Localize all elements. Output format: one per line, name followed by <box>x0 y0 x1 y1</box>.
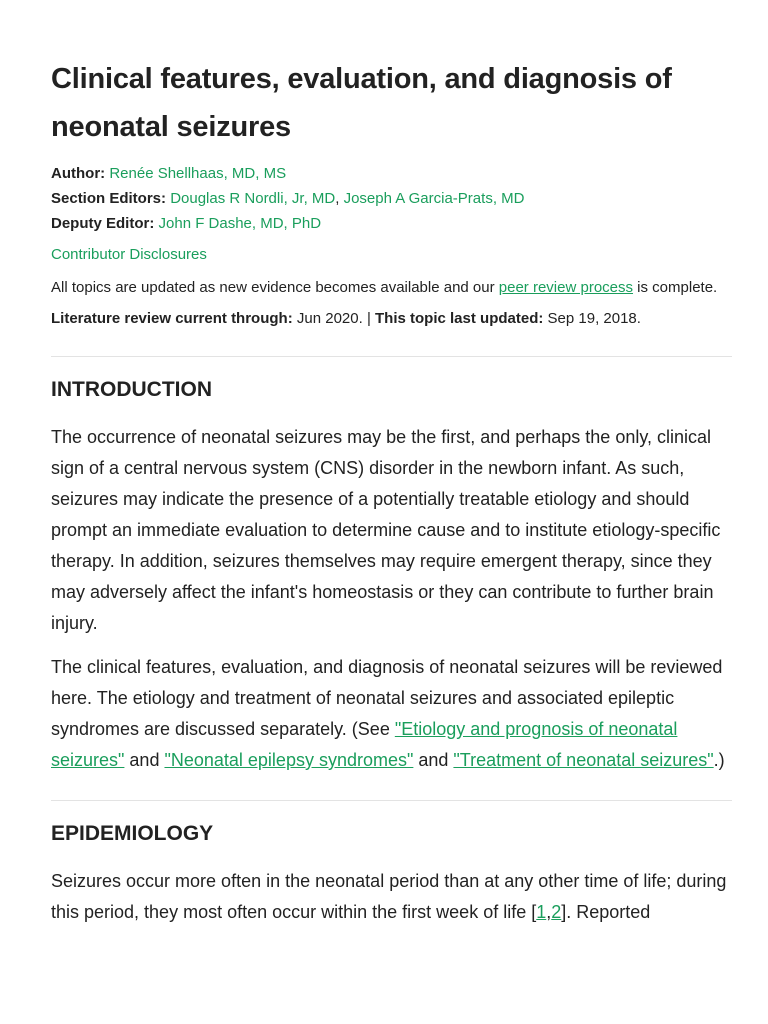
update-note-tail: is complete. <box>633 279 718 296</box>
introduction-paragraph-2 <box>51 652 732 776</box>
section-editor-link-2[interactable]: Joseph A Garcia-Prats, MD <box>343 190 525 207</box>
review-dates <box>51 308 732 330</box>
review-separator: | <box>362 310 376 327</box>
editor-separator: , <box>335 190 344 207</box>
author-line <box>51 161 732 186</box>
section-editors-label: Section Editors: <box>51 190 167 207</box>
last-updated-label: This topic last updated: <box>375 310 544 327</box>
epidemiology-text: Seizures occur more often in the neonatal period than at any other time of life; during this period, they most often occur within the first week of life [ <box>51 871 727 922</box>
deputy-editor-link[interactable]: John F Dashe, MD, PhD <box>158 215 322 232</box>
introduction-paragraph-2-text: The clinical features, evaluation, and diagnosis of neonatal seizures will be reviewed here. The etiology and treatment of neonatal seizures and associated epileptic syndromes are discussed separately. (See <box>51 657 723 739</box>
deputy-editor-line <box>51 211 732 236</box>
paragraph-end: .) <box>713 750 725 770</box>
lit-review-value: Jun 2020. <box>292 310 363 327</box>
reference-link-2[interactable]: 2 <box>551 902 562 922</box>
peer-review-link[interactable]: peer review process <box>498 279 634 296</box>
page-title: Clinical features, evaluation, and diagnosis of neonatal seizures <box>51 63 672 143</box>
contributor-disclosures-link[interactable]: Contributor Disclosures <box>51 246 207 263</box>
section-editors-line <box>51 186 732 211</box>
epidemiology-heading: EPIDEMIOLOGY <box>51 822 214 845</box>
epidemiology-paragraph <box>51 866 732 928</box>
epidemiology-text-tail: ]. Reported <box>561 902 651 922</box>
etiology-prognosis-link[interactable]: "Etiology and prognosis of neonatal seizures" <box>51 719 678 770</box>
reference-separator: , <box>546 902 552 922</box>
byline <box>51 161 732 236</box>
and-text-1: and <box>124 750 165 770</box>
epilepsy-syndromes-link[interactable]: "Neonatal epilepsy syndromes" <box>164 750 414 770</box>
divider <box>51 356 732 357</box>
deputy-editor-label: Deputy Editor: <box>51 215 155 232</box>
reference-link-1[interactable]: 1 <box>536 902 547 922</box>
last-updated-value: Sep 19, 2018. <box>543 310 641 327</box>
divider <box>51 800 732 801</box>
section-editor-link-1[interactable]: Douglas R Nordli, Jr, MD <box>170 190 336 207</box>
treatment-link[interactable]: "Treatment of neonatal seizures" <box>453 750 714 770</box>
introduction-heading: INTRODUCTION <box>51 378 212 401</box>
author-label: Author: <box>51 165 106 182</box>
lit-review-label: Literature review current through: <box>51 310 293 327</box>
update-note <box>51 275 732 300</box>
introduction-paragraph-1: The occurrence of neonatal seizures may be the first, and perhaps the only, clinical sign of a central nervous system (CNS) disorder in the newborn infant. As such, seizures may indicate the presence of a potentially treatable etiology and should prompt an immediate evaluation to determine cause and to institute etiology-specific therapy. In addition, seizures themselves may require emergent therapy, since they may adversely affect the infant's homeostasis or they can contribute to further brain injury. <box>51 427 721 633</box>
update-note-text: All topics are updated as new evidence becomes available and our <box>51 279 499 296</box>
author-link[interactable]: Renée Shellhaas, MD, MS <box>109 165 287 182</box>
and-text-2: and <box>413 750 454 770</box>
